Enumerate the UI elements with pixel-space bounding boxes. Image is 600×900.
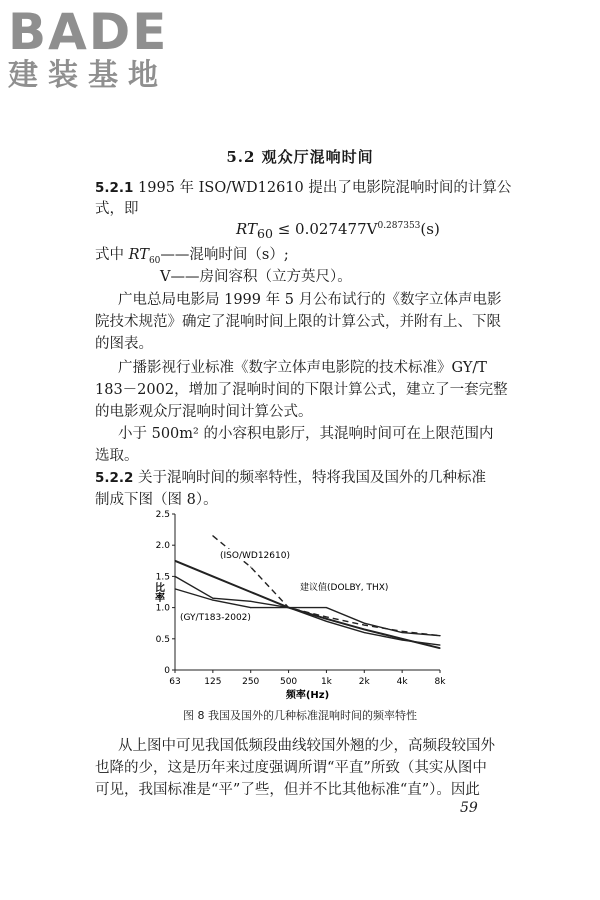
where-label: 式中 [95,247,129,263]
y-tick-label: 0 [164,666,170,676]
section-title: 5.2 观众厅混响时间 [226,148,374,166]
series-point-3 [364,632,365,633]
series-annotation: (GY/T183-2002) [180,613,251,623]
formula-lhs-sub: 60 [257,226,273,241]
series-line-2 [175,561,440,648]
para-small-line1: 小于 500m² 的小容积电影厅，其混响时间可在上限范围内 [118,426,494,442]
series-point-1 [402,632,403,633]
series-point-1 [212,598,213,599]
para-gd-line2: 院技术规范》确定了混响时间上限的计算公式，并附有上、下限 [95,314,501,330]
series-point-2 [402,638,403,639]
series-point-2 [439,648,440,649]
reverb-formula [236,220,440,241]
para-522-line1 [95,468,486,488]
figure-caption: 图 8 我国及国外的几种标准混响时间的频率特性 [183,709,417,722]
y-tick-label: 1.5 [155,572,170,583]
logo-subtitle: 建装基地 [8,58,168,93]
series-annotation: (ISO/WD12610) [220,551,290,561]
formula-exponent: 0.287353 [377,221,421,231]
series-point-3 [174,588,175,589]
x-tick-label: 4k [396,677,408,687]
y-tick-label: 2.0 [155,541,170,552]
series-point-2 [326,618,327,619]
x-tick-label: 250 [242,677,260,687]
formula-unit: (s) [420,220,440,238]
logo-wordmark: BADE [8,3,169,61]
x-tick-label: 2k [358,677,370,687]
para-gd-line3: 的图表。 [95,336,153,352]
x-axis-label: 频率(Hz) [285,690,330,701]
where-symbol-sub: 60 [148,255,161,266]
y-axis-label: 比率 [152,582,164,602]
series-point-1 [364,623,365,624]
x-tick-label: 500 [279,677,298,687]
series-point-3 [250,607,251,608]
where-line2: V——房间容积（立方英尺）。 [160,269,352,285]
series-point-3 [212,600,213,601]
page-number: 59 [460,800,478,816]
para-522-text1: 关于混响时间的频率特性，特将我国及国外的几种标准 [138,470,487,486]
series-point-0 [326,616,327,617]
chart-svg [150,508,450,703]
para-521-line2: 式，即 [95,201,139,217]
series-point-0 [212,535,213,536]
series-point-1 [439,635,440,636]
series-point-0 [250,566,251,567]
frequency-chart [150,508,450,703]
y-tick-label: 0.5 [155,634,170,645]
para-521-text1: 1995 年 ISO/WD12610 提出了电影院混响时间的计算公 [138,180,512,196]
y-tick-label: 2.5 [155,510,170,520]
x-tick-label: 8k [434,677,446,687]
para-522-line2: 制成下图（图 8）。 [95,492,218,508]
series-point-1 [250,601,251,602]
para-after-line1: 从上图中可见我国低频段曲线较国外翘的少，高频段较国外 [118,738,495,754]
clause-number-521: 5.2.1 [95,180,134,196]
para-after-line2: 也降的少，这是历年来过度强调所谓“平直”所致（其实从图中 [95,760,487,776]
formula-lhs: RT [236,220,258,238]
series-point-1 [326,607,327,608]
series-point-3 [439,644,440,645]
series-point-2 [212,576,213,577]
para-gd-line1: 广电总局电影局 1999 年 5 月公布试行的《数字立体声电影 [118,292,502,308]
series-point-0 [402,631,403,632]
where-text1: ——混响时间（s）; [160,247,289,263]
series-point-3 [402,639,403,640]
para-gy-line2: 183－2002，增加了混响时间的下限计算公式，建立了一套完整 [95,382,508,398]
series-point-1 [174,576,175,577]
para-after-line3: 可见，我国标准是“平”了些，但并不比其他标准“直”）。因此 [95,782,480,798]
series-annotation: 建议值(DOLBY, THX) [300,583,389,593]
where-symbol: RT [128,247,149,263]
para-521-line1 [95,178,511,198]
series-point-2 [364,629,365,630]
para-gy-line1: 广播影视行业标准《数字立体声电影院的技术标准》GY/T [118,360,487,376]
x-tick-label: 125 [204,677,222,687]
bade-logo [8,3,178,94]
series-point-3 [326,621,327,622]
x-tick-label: 1k [320,677,332,687]
clause-number-522: 5.2.2 [95,470,134,486]
x-tick-label: 63 [169,677,181,687]
formula-op: ≤ 0.027477V [272,220,378,238]
y-tick-label: 1.0 [155,603,170,614]
para-gy-line3: 的电影观众厅混响时间计算公式。 [95,404,313,420]
series-point-3 [288,607,289,608]
series-point-0 [364,624,365,625]
series-point-2 [174,560,175,561]
series-point-2 [250,591,251,592]
para-small-line2: 选取。 [95,448,139,464]
